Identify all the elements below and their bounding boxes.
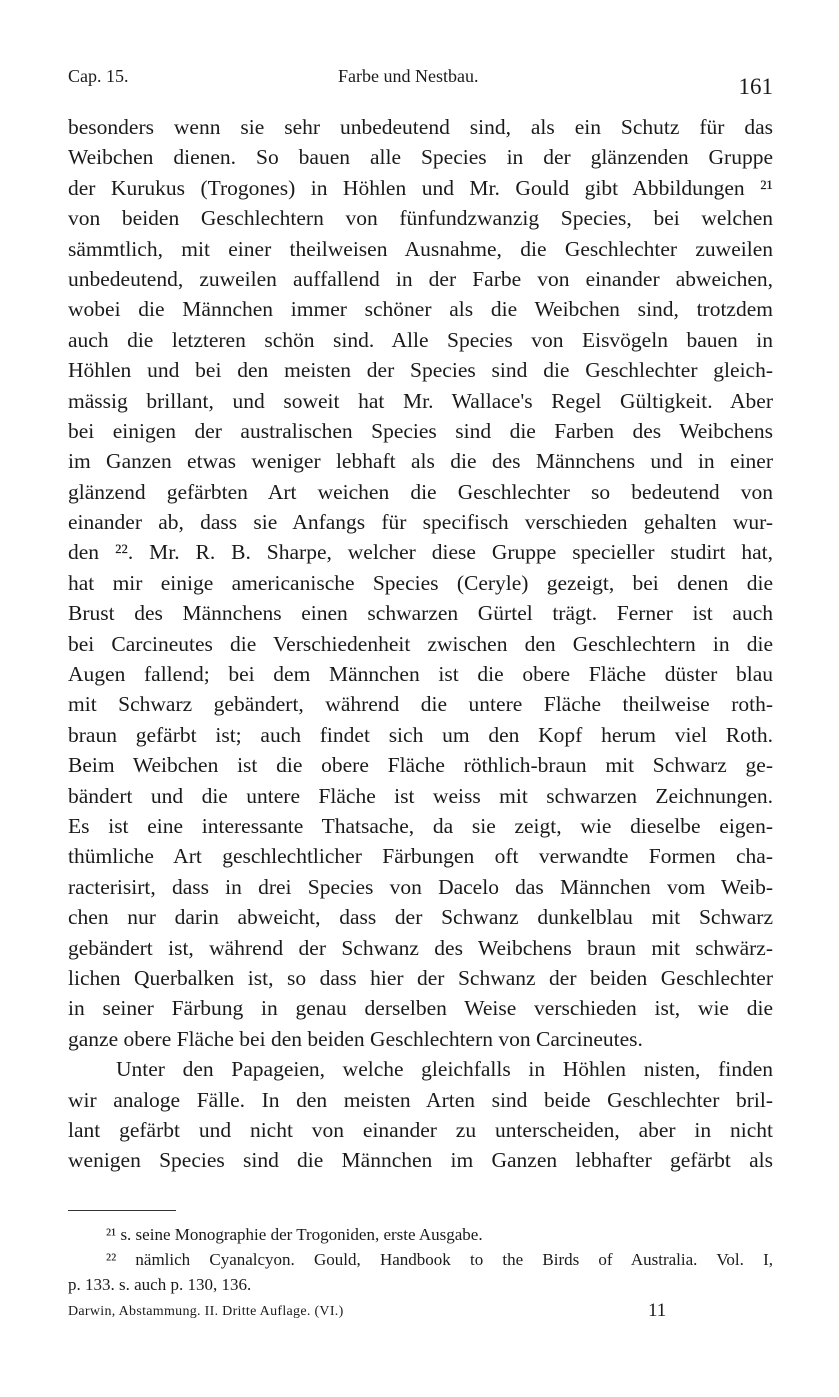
signature-number: 11	[648, 1300, 667, 1321]
text-line: wir analoge Fälle. In den meisten Arten sind beide Geschlechter bril-	[68, 1087, 773, 1112]
text-line: auch die letzteren schön sind. Alle Species von Eisvögeln bauen in	[68, 327, 773, 352]
body-text	[68, 112, 773, 1176]
text-line: mässig brillant, und soweit hat Mr. Wallace's Regel Gültigkeit. Aber	[68, 388, 773, 413]
footnotes	[68, 1222, 773, 1297]
text-line: bei einigen der australischen Species sind die Farben des Weibchens	[68, 418, 773, 443]
text-line: lichen Querbalken ist, so dass hier der Schwanz der beiden Geschlechter	[68, 965, 773, 990]
text-line: Brust des Männchens einen schwarzen Gürtel trägt. Ferner ist auch	[68, 601, 773, 626]
text-line: hat mir einige americanische Species (Ceryle) gezeigt, bei denen die	[68, 570, 773, 595]
text-line: besonders wenn sie sehr unbedeutend sind, als ein Schutz für das	[68, 115, 773, 139]
text-line: lant gefärbt und nicht von einander zu unterscheiden, aber in nicht	[68, 1117, 773, 1142]
text-line: der Kurukus (Trogones) in Höhlen und Mr. Gould gibt Abbildungen ²¹	[68, 175, 773, 200]
text-line: im Ganzen etwas weniger lebhaft als die des Männchens und in einer	[68, 449, 773, 474]
footnote-21: ²¹ s. seine Monographie der Trogoniden, erste Ausgabe.	[106, 1225, 483, 1244]
text-line: wobei die Männchen immer schöner als die Weibchen sind, trotzdem	[68, 297, 773, 322]
text-line: Weibchen dienen. So bauen alle Species in der glänzenden Gruppe	[68, 145, 773, 170]
printer-signature	[68, 1302, 773, 1328]
text-line: ganze obere Fläche bei den beiden Geschlechtern von Carcineutes.	[68, 1026, 643, 1051]
text-line: in seiner Färbung in genau derselben Weise verschieden ist, wie die	[68, 996, 773, 1021]
text-line: Unter den Papageien, welche gleichfalls in Höhlen nisten, finden	[116, 1057, 773, 1082]
text-line: Es ist eine interessante Thatsache, da sie zeigt, wie dieselbe eigen-	[68, 813, 773, 838]
footnote-rule	[68, 1210, 176, 1211]
text-line: gebändert ist, während der Schwanz des Weibchens braun mit schwärz-	[68, 935, 773, 960]
text-line: Höhlen und bei den meisten der Species sind die Geschlechter gleich-	[68, 358, 773, 383]
text-line: bändert und die untere Fläche ist weiss mit schwarzen Zeichnungen.	[68, 783, 773, 808]
text-line: chen nur darin abweicht, dass der Schwanz dunkelblau mit Schwarz	[68, 905, 773, 930]
chapter-label: Cap. 15.	[68, 66, 129, 86]
text-line: bei Carcineutes die Verschiedenheit zwischen den Geschlechtern in die	[68, 631, 773, 656]
text-line: racterisirt, dass in drei Species von Dacelo das Männchen vom Weib-	[68, 874, 773, 899]
running-head	[68, 62, 773, 99]
signature-text: Darwin, Abstammung. II. Dritte Auflage. (VI.)	[68, 1304, 344, 1319]
text-line: thümliche Art geschlechtlicher Färbungen oft verwandte Formen cha-	[68, 844, 773, 869]
text-line: glänzend gefärbten Art weichen die Geschlechter so bedeutend von	[68, 479, 773, 504]
text-line: von beiden Geschlechtern von fünfundzwanzig Species, bei welchen	[68, 206, 773, 231]
text-line: wenigen Species sind die Männchen im Ganzen lebhafter gefärbt als	[68, 1148, 773, 1173]
text-line: Augen fallend; bei dem Männchen ist die obere Fläche düster blau	[68, 662, 773, 687]
page-number: 161	[738, 74, 773, 99]
text-line: braun gefärbt ist; auch findet sich um den Kopf herum viel Roth.	[68, 722, 773, 747]
text-line: mit Schwarz gebändert, während die untere Fläche theilweise roth-	[68, 692, 773, 717]
text-line: Beim Weibchen ist die obere Fläche röthlich-braun mit Schwarz ge-	[68, 753, 773, 778]
text-line: unbedeutend, zuweilen auffallend in der Farbe von einander abweichen,	[68, 266, 773, 291]
footnote-22-continued: p. 133. s. auch p. 130, 136.	[68, 1275, 252, 1294]
footnote-22: ²² nämlich Cyanalcyon. Gould, Handbook to the Birds of Australia. Vol. I,	[106, 1250, 773, 1269]
running-title: Farbe und Nestbau.	[338, 66, 479, 86]
text-line: einander ab, dass sie Anfangs für specifisch verschieden gehalten wur-	[68, 510, 773, 535]
text-line: den ²². Mr. R. B. Sharpe, welcher diese Gruppe specieller studirt hat,	[68, 540, 773, 565]
text-line: sämmtlich, mit einer theilweisen Ausnahme, die Geschlechter zuweilen	[68, 236, 773, 261]
